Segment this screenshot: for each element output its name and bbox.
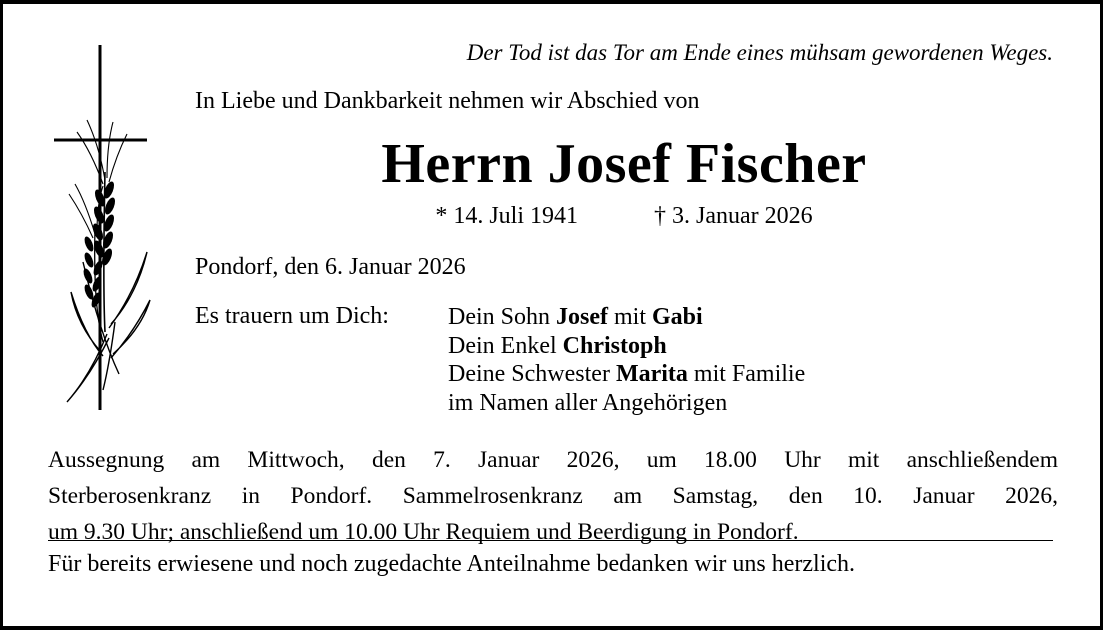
funeral-notice	[48, 442, 1058, 550]
death-date: † 3. Januar 2026	[654, 203, 813, 229]
mourner-line: Deine Schwester Marita mit Familie	[448, 361, 806, 387]
birth-date: * 14. Juli 1941	[435, 203, 579, 229]
deceased-name: Herrn Josef Fischer	[381, 133, 867, 195]
thanks-line: Für bereits erwiesene und noch zugedachte Anteilnahme bedanken wir uns herzlich.	[48, 551, 856, 577]
mourner-line: Dein Enkel Christoph	[448, 332, 667, 359]
life-dates	[195, 203, 1053, 230]
farewell-intro-line: In Liebe und Dankbarkeit nehmen wir Abschied von	[195, 88, 700, 114]
place-date-line: Pondorf, den 6. Januar 2026	[195, 254, 466, 280]
cross-and-wheat-icon	[23, 22, 193, 442]
funeral-notice-line: um 9.30 Uhr; anschließend um 10.00 Uhr Requiem und Beerdigung in Pondorf.	[48, 519, 799, 545]
funeral-notice-line: Sterberosenkranz in Pondorf. Sammelrosenkranz am Samstag, den 10. Januar 2026,	[48, 483, 1058, 509]
mourners-label: Es trauern um Dich:	[195, 303, 389, 329]
mourners-list	[448, 303, 805, 417]
mourner-line: im Namen aller Angehörigen	[448, 389, 728, 416]
divider-rule	[48, 540, 1053, 541]
epitaph-quote: Der Tod ist das Tor am Ende eines mühsam gewordenen Weges.	[466, 40, 1053, 65]
mourner-line: Dein Sohn Josef mit Gabi	[448, 304, 703, 330]
funeral-notice-line: Aussegnung am Mittwoch, den 7. Januar 2026, um 18.00 Uhr mit anschließendem	[48, 447, 1058, 473]
